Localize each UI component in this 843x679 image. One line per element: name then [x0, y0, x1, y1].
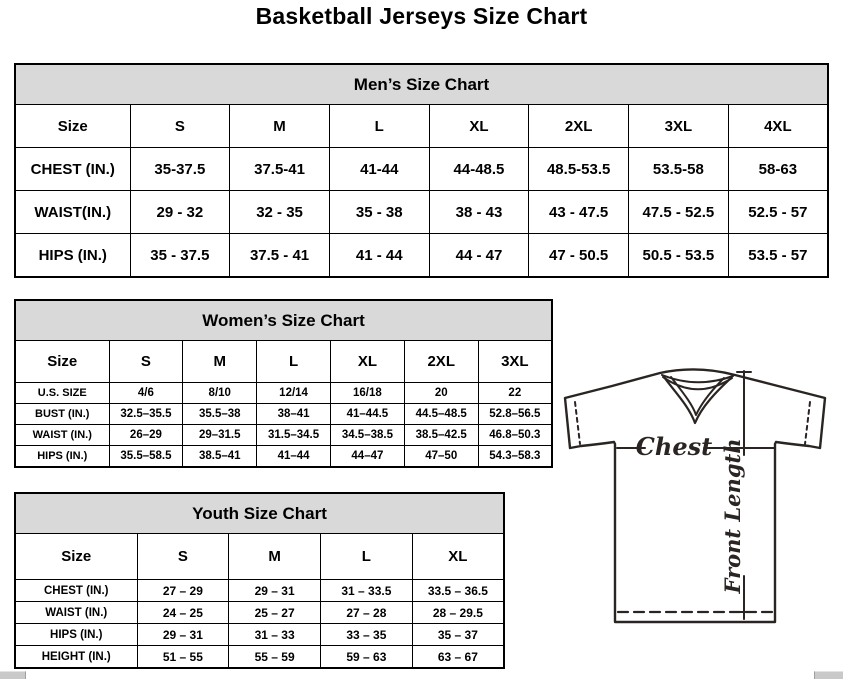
horizontal-scrollbar-thumb-right[interactable]	[814, 671, 843, 679]
jersey-diagram-svg	[552, 360, 840, 626]
mens-col-header-s: S	[130, 105, 230, 148]
womens-table-row	[15, 383, 552, 404]
mens-cell-value: 50.5 - 53.5	[629, 234, 729, 278]
womens-cell-value: 20	[404, 383, 478, 404]
womens-col-header-3xl: 3XL	[478, 341, 552, 383]
womens-cell-value: 8/10	[183, 383, 257, 404]
womens-cell-value: 16/18	[330, 383, 404, 404]
womens-cell-value: 54.3–58.3	[478, 446, 552, 468]
mens-cell-value: 41 - 44	[329, 234, 429, 278]
womens-row-label: BUST (IN.)	[15, 404, 109, 425]
womens-cell-value: 12/14	[257, 383, 331, 404]
mens-row-label: HIPS (IN.)	[15, 234, 130, 278]
womens-cell-value: 34.5–38.5	[330, 425, 404, 446]
youth-col-header-s: S	[137, 534, 229, 580]
youth-table-row	[15, 602, 504, 624]
youth-cell-value: 35 – 37	[412, 624, 504, 646]
mens-table-row	[15, 148, 828, 191]
youth-cell-value: 28 – 29.5	[412, 602, 504, 624]
youth-col-header-m: M	[229, 534, 321, 580]
womens-cell-value: 35.5–38	[183, 404, 257, 425]
mens-cell-value: 48.5-53.5	[529, 148, 629, 191]
youth-cell-value: 33.5 – 36.5	[412, 580, 504, 602]
mens-cell-value: 35 - 38	[329, 191, 429, 234]
womens-row-label: WAIST (IN.)	[15, 425, 109, 446]
mens-row-label: CHEST (IN.)	[15, 148, 130, 191]
youth-cell-value: 63 – 67	[412, 646, 504, 669]
mens-cell-value: 35 - 37.5	[130, 234, 230, 278]
mens-cell-value: 41-44	[329, 148, 429, 191]
mens-table-row	[15, 191, 828, 234]
mens-chart-title: Men’s Size Chart	[15, 64, 828, 105]
womens-cell-value: 38.5–41	[183, 446, 257, 468]
mens-cell-value: 38 - 43	[429, 191, 529, 234]
youth-cell-value: 27 – 29	[137, 580, 229, 602]
womens-row-label: HIPS (IN.)	[15, 446, 109, 468]
youth-cell-value: 33 – 35	[321, 624, 413, 646]
mens-col-header-m: M	[230, 105, 330, 148]
womens-cell-value: 32.5–35.5	[109, 404, 183, 425]
youth-col-header-l: L	[321, 534, 413, 580]
youth-cell-value: 55 – 59	[229, 646, 321, 669]
page-title: Basketball Jerseys Size Chart	[255, 3, 588, 29]
youth-cell-value: 51 – 55	[137, 646, 229, 669]
youth-cell-value: 29 – 31	[137, 624, 229, 646]
womens-cell-value: 41–44	[257, 446, 331, 468]
womens-cell-value: 22	[478, 383, 552, 404]
womens-table-row	[15, 404, 552, 425]
mens-cell-value: 44 - 47	[429, 234, 529, 278]
mens-cell-value: 58-63	[728, 148, 828, 191]
youth-size-table	[14, 492, 505, 669]
womens-chart-title: Women’s Size Chart	[15, 300, 552, 341]
youth-cell-value: 31 – 33	[229, 624, 321, 646]
womens-size-chart-section	[14, 299, 553, 468]
womens-col-header-xl: XL	[330, 341, 404, 383]
mens-size-table	[14, 63, 829, 278]
womens-cell-value: 4/6	[109, 383, 183, 404]
youth-col-header-xl: XL	[412, 534, 504, 580]
womens-col-header-m: M	[183, 341, 257, 383]
youth-row-label: HEIGHT (IN.)	[15, 646, 137, 669]
mens-cell-value: 53.5 - 57	[728, 234, 828, 278]
youth-cell-value: 24 – 25	[137, 602, 229, 624]
womens-table-row	[15, 425, 552, 446]
mens-cell-value: 47 - 50.5	[529, 234, 629, 278]
mens-size-chart-section	[14, 63, 829, 278]
youth-row-label: CHEST (IN.)	[15, 580, 137, 602]
mens-cell-value: 29 - 32	[130, 191, 230, 234]
mens-cell-value: 35-37.5	[130, 148, 230, 191]
womens-cell-value: 35.5–58.5	[109, 446, 183, 468]
youth-row-label: WAIST (IN.)	[15, 602, 137, 624]
youth-cell-value: 27 – 28	[321, 602, 413, 624]
womens-cell-value: 44.5–48.5	[404, 404, 478, 425]
chest-label: Chest	[635, 432, 713, 461]
youth-table-row	[15, 624, 504, 646]
womens-col-header-l: L	[257, 341, 331, 383]
youth-table-row	[15, 580, 504, 602]
mens-col-header-2xl: 2XL	[529, 105, 629, 148]
womens-cell-value: 47–50	[404, 446, 478, 468]
youth-cell-value: 25 – 27	[229, 602, 321, 624]
womens-col-header-s: S	[109, 341, 183, 383]
youth-cell-value: 31 – 33.5	[321, 580, 413, 602]
womens-col-header-size: Size	[15, 341, 109, 383]
youth-cell-value: 29 – 31	[229, 580, 321, 602]
youth-size-chart-section	[14, 492, 505, 669]
womens-cell-value: 52.8–56.5	[478, 404, 552, 425]
youth-row-label: HIPS (IN.)	[15, 624, 137, 646]
womens-col-header-2xl: 2XL	[404, 341, 478, 383]
jersey-outline	[565, 369, 825, 622]
mens-table-row	[15, 234, 828, 278]
mens-col-header-l: L	[329, 105, 429, 148]
front-length-label: Front Length	[720, 438, 745, 594]
womens-cell-value: 31.5–34.5	[257, 425, 331, 446]
mens-col-header-4xl: 4XL	[728, 105, 828, 148]
womens-cell-value: 26–29	[109, 425, 183, 446]
womens-cell-value: 38.5–42.5	[404, 425, 478, 446]
mens-cell-value: 47.5 - 52.5	[629, 191, 729, 234]
jersey-measurement-diagram	[552, 360, 840, 626]
mens-cell-value: 37.5 - 41	[230, 234, 330, 278]
mens-cell-value: 52.5 - 57	[728, 191, 828, 234]
womens-cell-value: 41–44.5	[330, 404, 404, 425]
womens-cell-value: 29–31.5	[183, 425, 257, 446]
womens-cell-value: 38–41	[257, 404, 331, 425]
womens-row-label: U.S. SIZE	[15, 383, 109, 404]
youth-table-row	[15, 646, 504, 669]
mens-cell-value: 53.5-58	[629, 148, 729, 191]
mens-row-label: WAIST(IN.)	[15, 191, 130, 234]
youth-cell-value: 59 – 63	[321, 646, 413, 669]
youth-col-header-size: Size	[15, 534, 137, 580]
womens-cell-value: 44–47	[330, 446, 404, 468]
mens-col-header-size: Size	[15, 105, 130, 148]
womens-table-row	[15, 446, 552, 468]
mens-cell-value: 37.5-41	[230, 148, 330, 191]
womens-size-table	[14, 299, 553, 468]
mens-col-header-3xl: 3XL	[629, 105, 729, 148]
mens-cell-value: 32 - 35	[230, 191, 330, 234]
mens-cell-value: 44-48.5	[429, 148, 529, 191]
mens-col-header-xl: XL	[429, 105, 529, 148]
womens-cell-value: 46.8–50.3	[478, 425, 552, 446]
mens-cell-value: 43 - 47.5	[529, 191, 629, 234]
horizontal-scrollbar-thumb-left[interactable]	[0, 671, 26, 679]
youth-chart-title: Youth Size Chart	[15, 493, 504, 534]
